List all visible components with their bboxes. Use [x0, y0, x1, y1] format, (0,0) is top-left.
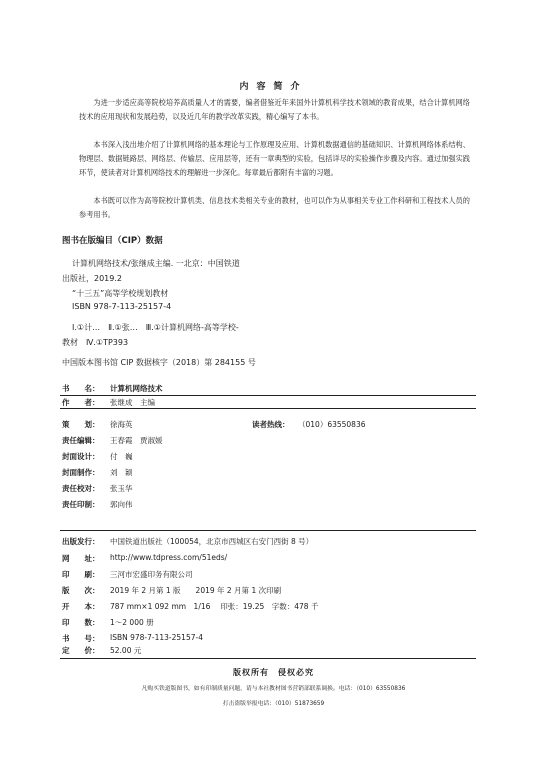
cip-line-6: 教材 Ⅳ.①TP393 — [62, 338, 129, 347]
book-name: 计算机网络技术 — [110, 384, 163, 393]
divider — [60, 530, 476, 531]
print-supervisor: 郭向伟 — [110, 500, 133, 509]
content-summary-title: 内容简介 — [239, 82, 308, 92]
cip-line-5: Ⅰ.①计… Ⅱ.①张… Ⅲ.①计算机网络-高等学校- — [72, 323, 239, 332]
cip-line-4: ISBN 978-7-113-25157-4 — [72, 302, 172, 311]
summary-paragraph-2: 本书深入浅出地介绍了计算机网络的基本理论与工作原理及应用、计算机数据通信的基础知识、计算机网络体系结构、物理层、数据链路层、网络层、传输层、应用层等，还有一章典型的实验，包括详尽的实验操作步骤及内容。通过加强实践环节，使读者对计算机网络技术的理解进一步深化。每章最后都附有丰富的习题。 — [79, 140, 470, 177]
reader-hotline: （010）63550836 — [298, 420, 366, 429]
publisher-label: 出版发行： — [62, 537, 100, 546]
isbn: ISBN 978-7-113-25157-4 — [110, 633, 203, 642]
anti-piracy-hotline: 打击盗版举报电话：（010）51873659 — [222, 701, 325, 707]
print-run: 1～2 000 册 — [110, 618, 154, 627]
printer: 三河市宏盛印务有限公司 — [110, 570, 193, 579]
printer-label: 印 刷： — [62, 570, 100, 579]
copyright-notice: 版权所有 侵权必究 — [233, 668, 314, 677]
planner: 徐海英 — [110, 420, 133, 429]
cip-line-1: 计算机网络技术/张继成主编. 一北京：中国铁道 — [72, 259, 240, 268]
divider — [60, 658, 476, 659]
proofreader-label: 责任校对： — [62, 484, 100, 493]
format-label: 开 本： — [62, 602, 100, 611]
editor: 王春霞 贾淑媛 — [110, 436, 163, 445]
edition-label: 版 次： — [62, 586, 100, 595]
author-label: 作 者： — [62, 398, 100, 407]
isbn-label: 书 号： — [62, 634, 100, 643]
book-name-label: 书 名： — [62, 384, 100, 393]
price-label: 定 价： — [62, 646, 100, 655]
website-url: http://www.tdpress.com/51eds/ — [110, 553, 228, 562]
divider — [60, 408, 476, 409]
planner-label: 策 划： — [62, 420, 100, 429]
author: 张继成 主编 — [110, 398, 155, 407]
website-label: 网 址： — [62, 554, 100, 563]
price: 52.00 元 — [110, 646, 142, 655]
cover-design-label: 封面设计： — [62, 452, 100, 461]
print-supervisor-label: 责任印制： — [62, 500, 100, 509]
cip-line-7: 中国版本图书馆 CIP 数据核字（2018）第 284155 号 — [62, 358, 256, 367]
cover-production-label: 封面制作： — [62, 468, 100, 477]
publisher: 中国铁道出版社（100054，北京市西城区右安门西街 8 号） — [110, 537, 314, 546]
cip-title: 图书在版编目（CIP）数据 — [62, 236, 163, 246]
format: 787 mm×1 092 mm 1/16 印张：19.25 字数：478 千 — [110, 602, 319, 611]
reader-hotline-label: 读者热线： — [252, 420, 290, 429]
quality-notice: 凡购买铁道版图书，如有印制质量问题，请与本社教材图书营销部联系调换。电话：（010）63550836 — [141, 686, 406, 692]
divider — [60, 395, 476, 396]
cip-line-3: “十三五”高等学校规划教材 — [72, 289, 169, 298]
summary-paragraph-1: 为进一步适应高等院校培养高质量人才的需要，编者借鉴近年来国外计算机科学技术领域的教育成果，结合计算机网络技术的应用现状和发展趋势，以及近几年的教学改革实践，精心编写了本书。 — [79, 98, 470, 121]
print-run-label: 印 数： — [62, 618, 100, 627]
editor-label: 责任编辑： — [62, 436, 100, 445]
summary-paragraph-3: 本书既可以作为高等院校计算机类、信息技术类相关专业的教材，也可以作为从事相关专业工作科研和工程技术人员的参考用书。 — [79, 196, 470, 219]
cover-production: 刘 颖 — [110, 468, 133, 477]
edition: 2019 年 2 月第 1 版 2019 年 2 月第 1 次印刷 — [110, 586, 282, 595]
proofreader: 张玉华 — [110, 484, 133, 493]
cip-line-2: 出版社，2019.2 — [62, 274, 122, 283]
cover-design: 付 巍 — [110, 452, 133, 461]
